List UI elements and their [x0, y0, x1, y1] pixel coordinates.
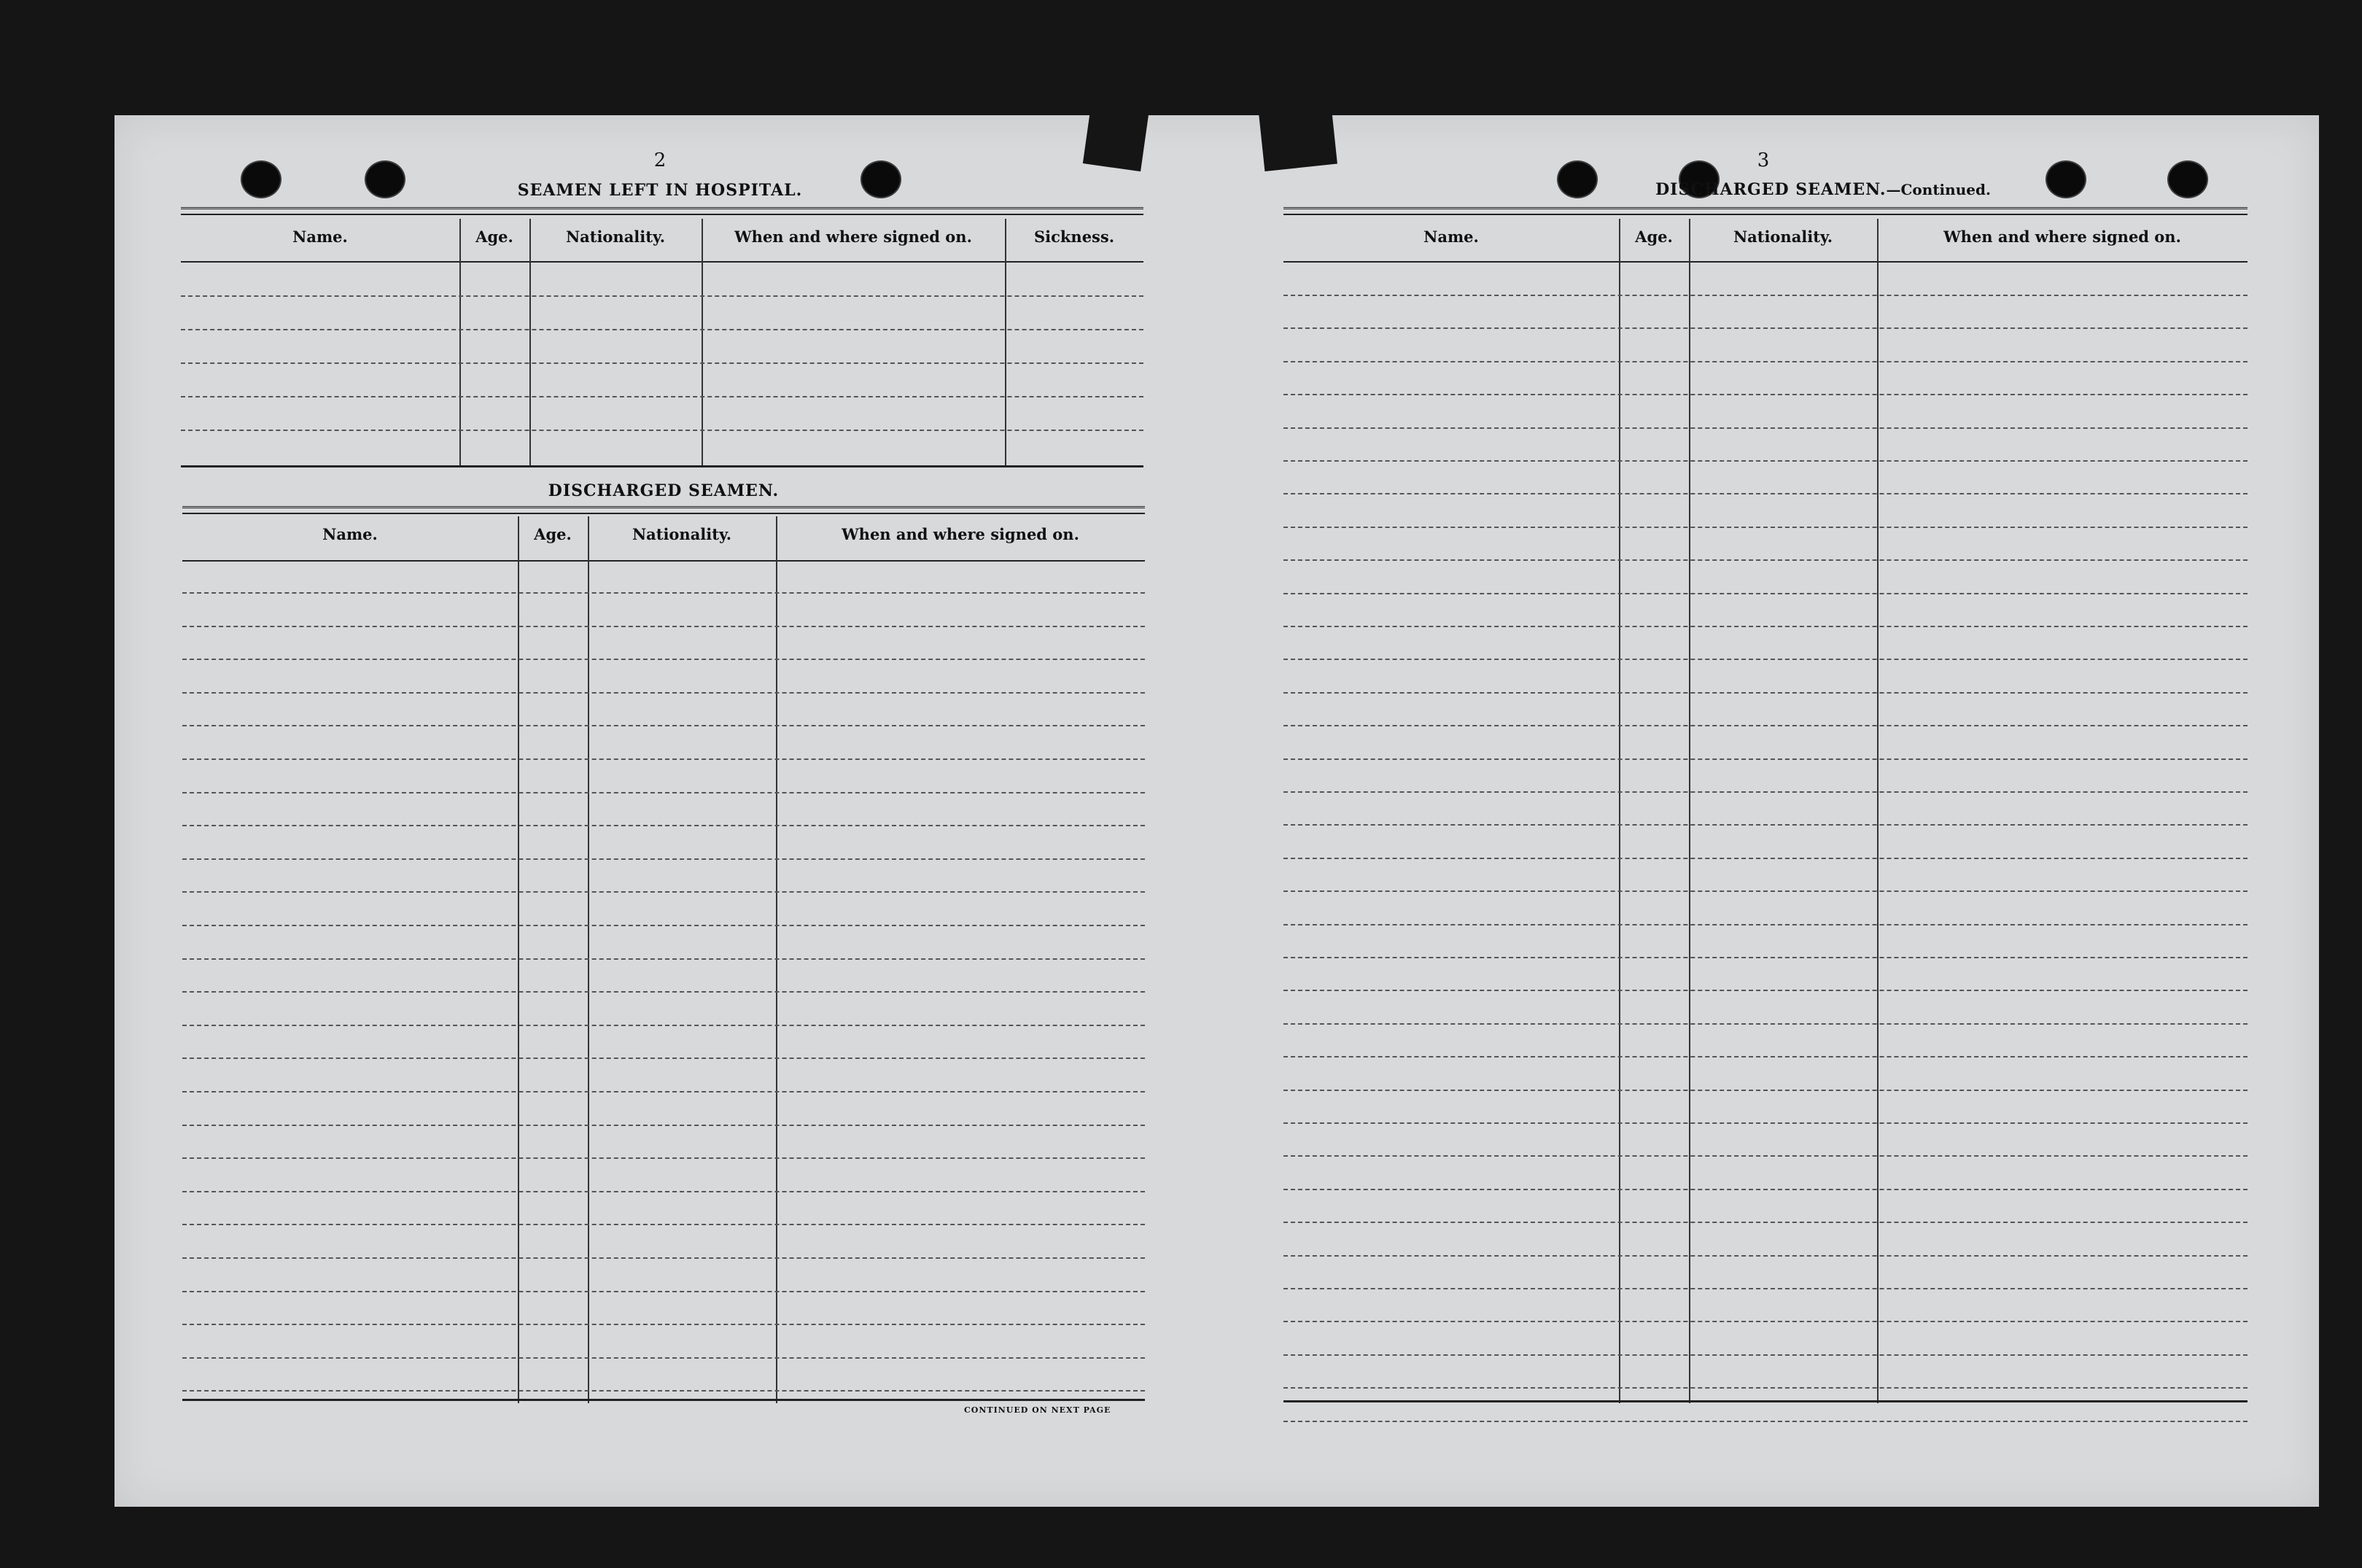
column-header-age: Age. — [475, 228, 513, 246]
binding-tab-left — [1083, 106, 1149, 171]
ruled-row-line — [1283, 593, 2248, 594]
header-rule — [1283, 261, 2248, 263]
ruled-row-line — [181, 396, 1143, 397]
continued-suffix: —Continued. — [1886, 181, 1991, 198]
column-divider — [776, 516, 777, 1403]
ruled-row-line — [182, 825, 1145, 826]
ruled-row-line — [1283, 725, 2248, 726]
ruled-row-line — [1283, 659, 2248, 660]
ruled-row-line — [182, 725, 1145, 726]
discharged-continued-title-text: DISCHARGED SEAMEN. — [1655, 180, 1887, 199]
continued-note: CONTINUED ON NEXT PAGE — [964, 1405, 1111, 1415]
column-header-nationality: Nationality. — [1733, 228, 1833, 246]
ruled-row-line — [1283, 1155, 2248, 1157]
ruled-row-line — [1283, 990, 2248, 991]
ruled-row-line — [181, 329, 1143, 330]
ruled-row-line — [182, 991, 1145, 993]
ruled-row-line — [1283, 1288, 2248, 1289]
discharged-section-title: DISCHARGED SEAMEN. — [548, 481, 780, 500]
column-divider — [1619, 219, 1620, 1403]
column-header-name: Name. — [1423, 228, 1479, 246]
ruled-row-line — [1283, 957, 2248, 958]
discharged-continued-title — [1568, 180, 2078, 199]
column-divider — [702, 219, 703, 465]
column-divider — [459, 219, 461, 465]
column-header-name: Name. — [292, 228, 348, 246]
punch-hole-icon — [2167, 160, 2208, 198]
table-bottom-rule — [181, 465, 1143, 467]
ruled-row-line — [1283, 692, 2248, 694]
column-header-name: Name. — [322, 525, 378, 543]
column-header-signed-on: When and where signed on. — [1943, 228, 2181, 246]
ruled-row-line — [182, 792, 1145, 793]
ruled-row-line — [1283, 493, 2248, 494]
ruled-row-line — [182, 659, 1145, 660]
ruled-row-line — [1283, 824, 2248, 826]
discharged-table-right — [1283, 207, 2248, 1403]
ruled-row-line — [1283, 1255, 2248, 1257]
table-top-rule — [182, 506, 1145, 514]
column-divider — [1005, 219, 1006, 465]
ruled-row-line — [1283, 394, 2248, 395]
ruled-row-line — [182, 1125, 1145, 1126]
ruled-row-line — [182, 592, 1145, 594]
ruled-row-line — [1283, 890, 2248, 892]
column-header-age: Age. — [534, 525, 572, 543]
ruled-row-line — [182, 1091, 1145, 1092]
column-divider — [529, 219, 531, 465]
ruled-row-line — [1283, 1023, 2248, 1025]
ruled-row-line — [182, 1057, 1145, 1059]
column-header-signed-on: When and where signed on. — [734, 228, 972, 246]
column-divider — [518, 516, 519, 1403]
ruled-row-line — [1283, 1222, 2248, 1223]
ruled-row-line — [1283, 559, 2248, 561]
ruled-row-line — [182, 1357, 1145, 1359]
ruled-row-line — [1283, 1354, 2248, 1356]
hospital-table — [181, 207, 1143, 470]
ruled-row-line — [182, 1157, 1145, 1159]
ruled-row-line — [182, 1324, 1145, 1325]
ruled-row-line — [1283, 1056, 2248, 1057]
column-header-age: Age. — [1635, 228, 1673, 246]
ruled-row-line — [1283, 427, 2248, 429]
ruled-row-line — [1283, 1122, 2248, 1124]
ruled-row-line — [1283, 1387, 2248, 1389]
ruled-row-line — [1283, 791, 2248, 793]
punch-hole-icon — [241, 160, 281, 198]
table-top-rule — [1283, 207, 2248, 215]
ruled-row-line — [1283, 327, 2248, 329]
column-header-nationality: Nationality. — [632, 525, 732, 543]
ruled-row-line — [182, 958, 1145, 960]
ruled-row-line — [182, 1224, 1145, 1225]
page-number-right: 3 — [1757, 150, 1770, 171]
ruled-row-line — [181, 295, 1143, 297]
column-divider — [1877, 219, 1879, 1403]
ruled-row-line — [1283, 460, 2248, 462]
ruled-row-line — [1283, 1321, 2248, 1322]
header-rule — [181, 261, 1143, 263]
column-header-nationality: Nationality. — [565, 228, 666, 246]
binding-tab-right — [1259, 106, 1337, 171]
ruled-row-line — [1283, 1189, 2248, 1190]
ruled-row-line — [1283, 924, 2248, 925]
ruled-row-line — [1283, 858, 2248, 859]
ruled-row-line — [182, 1257, 1145, 1259]
ruled-row-line — [1283, 295, 2248, 296]
punch-hole-icon — [365, 160, 405, 198]
ruled-row-line — [182, 1191, 1145, 1192]
table-bottom-rule — [182, 1399, 1145, 1401]
table-bottom-rule — [1283, 1400, 2248, 1402]
column-header-signed-on: When and where signed on. — [842, 525, 1079, 543]
ruled-row-line — [1283, 1421, 2248, 1422]
ruled-row-line — [1283, 1090, 2248, 1091]
ruled-row-line — [1283, 361, 2248, 362]
column-divider — [588, 516, 589, 1403]
hospital-section-title: SEAMEN LEFT IN HOSPITAL. — [517, 181, 803, 200]
ruled-row-line — [182, 1025, 1145, 1026]
column-divider — [1689, 219, 1690, 1403]
ruled-row-line — [182, 891, 1145, 893]
ruled-row-line — [182, 858, 1145, 860]
ruled-row-line — [182, 1390, 1145, 1392]
ruled-row-line — [182, 758, 1145, 760]
ruled-row-line — [182, 925, 1145, 926]
page-number-left: 2 — [653, 150, 667, 171]
ruled-row-line — [182, 1291, 1145, 1292]
ruled-row-line — [1283, 758, 2248, 760]
ruled-row-line — [181, 430, 1143, 431]
discharged-table-left — [182, 506, 1145, 1403]
ruled-row-line — [1283, 626, 2248, 627]
ruled-row-line — [181, 362, 1143, 364]
column-header-sickness: Sickness. — [1033, 228, 1115, 246]
ruled-row-line — [182, 626, 1145, 627]
header-rule — [182, 560, 1145, 562]
ruled-row-line — [182, 692, 1145, 694]
table-top-rule — [181, 207, 1143, 215]
ruled-row-line — [1283, 527, 2248, 528]
